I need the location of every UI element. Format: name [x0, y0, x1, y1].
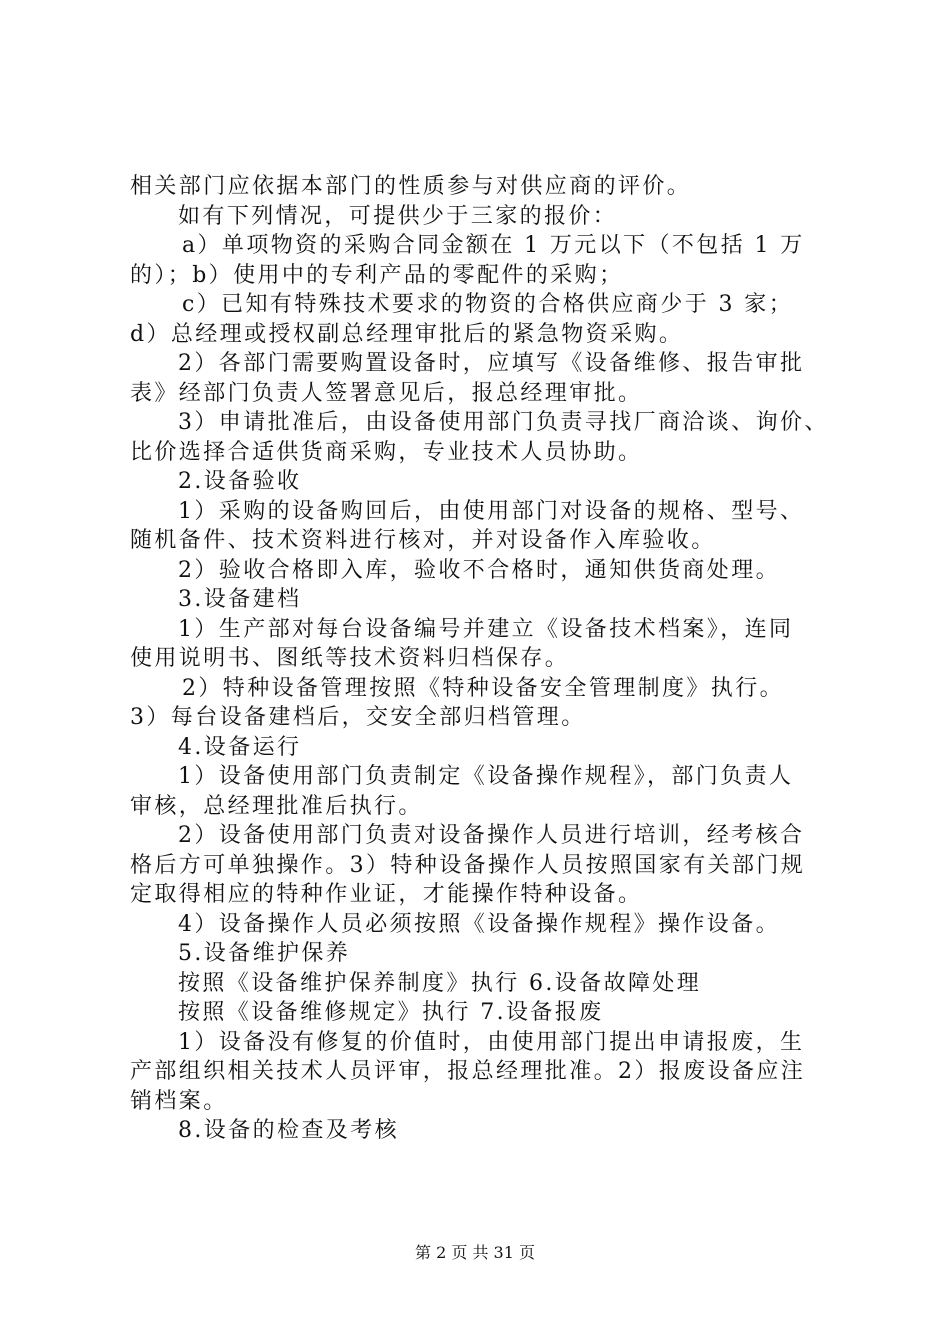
text-line: 1）生产部对每台设备编号并建立《设备技术档案》，连同: [178, 616, 794, 642]
text-line: 定取得相应的特种作业证，才能操作特种设备。: [130, 882, 643, 907]
text-line: 2）设备使用部门负责对设备操作人员进行培训，经考核合: [178, 823, 805, 848]
document-body: [130, 172, 830, 1146]
text-line: 如有下列情况，可提供少于三家的报价：: [178, 203, 618, 229]
text-line: 表》经部门负责人签署意见后，报总经理审批。: [130, 380, 643, 406]
text-line: 2）各部门需要购置设备时，应填写《设备维修、报告审批: [178, 351, 805, 376]
text-line: 1）设备没有修复的价值时，由使用部门提出申请报废，生: [178, 1029, 805, 1055]
text-line: 随机备件、技术资料进行核对，并对设备作入库验收。: [130, 528, 716, 553]
text-line: 格后方可单独操作。3）特种设备操作人员按照国家有关部门规: [130, 852, 806, 878]
text-line: 3）每台设备建档后，交安全部归档管理。: [130, 705, 586, 730]
text-line: 1）采购的设备购回后，由使用部门对设备的规格、型号、: [178, 498, 805, 524]
page-number-label: 第 2 页 共 31 页: [415, 1243, 535, 1262]
text-line: 审核，总经理批准后执行。: [130, 793, 423, 819]
text-line: 2）验收合格即入库，验收不合格时，通知供货商处理。: [178, 557, 780, 583]
text-line: 相关部门应依据本部门的性质参与对供应商的评价。: [130, 174, 692, 199]
text-line: 按照《设备维修规定》执行 7.设备报废: [178, 1000, 604, 1025]
section-heading: 4.设备运行: [178, 734, 302, 760]
text-line: d）总经理或授权副总经理审批后的紧急物资采购。: [130, 321, 684, 347]
text-line: 产部组织相关技术人员评审，报总经理批准。2）报废设备应注: [130, 1059, 806, 1084]
page-footer: [0, 1240, 950, 1263]
text-line: 使用说明书、图纸等技术资料归档保存。: [130, 646, 570, 671]
text-line: 销档案。: [130, 1088, 228, 1114]
text-line: a）单项物资的采购合同金额在 1 万元以下（不包括 1 万: [182, 233, 805, 258]
section-heading: 3.设备建档: [178, 587, 302, 612]
text-line: 按照《设备维护保养制度》执行 6.设备故障处理: [178, 970, 702, 996]
text-line: 2）特种设备管理按照《特种设备安全管理制度》执行。: [182, 675, 784, 701]
section-heading: 2.设备验收: [178, 469, 302, 494]
section-heading: 8.设备的检查及考核: [178, 1118, 399, 1143]
text-line: 的）；b）使用中的专利产品的零配件的采购；: [130, 262, 624, 288]
text-line: c）已知有特殊技术要求的物资的合格供应商少于 3 家；: [182, 292, 794, 317]
text-line: 3）申请批准后，由设备使用部门负责寻找厂商洽谈、询价、: [178, 410, 829, 435]
text-line: 1）设备使用部门负责制定《设备操作规程》，部门负责人: [178, 764, 794, 789]
text-line: 比价选择合适供货商采购，专业技术人员协助。: [130, 439, 643, 465]
section-heading: 5.设备维护保养: [178, 941, 351, 966]
text-line: 4）设备操作人员必须按照《设备操作规程》操作设备。: [178, 911, 780, 937]
